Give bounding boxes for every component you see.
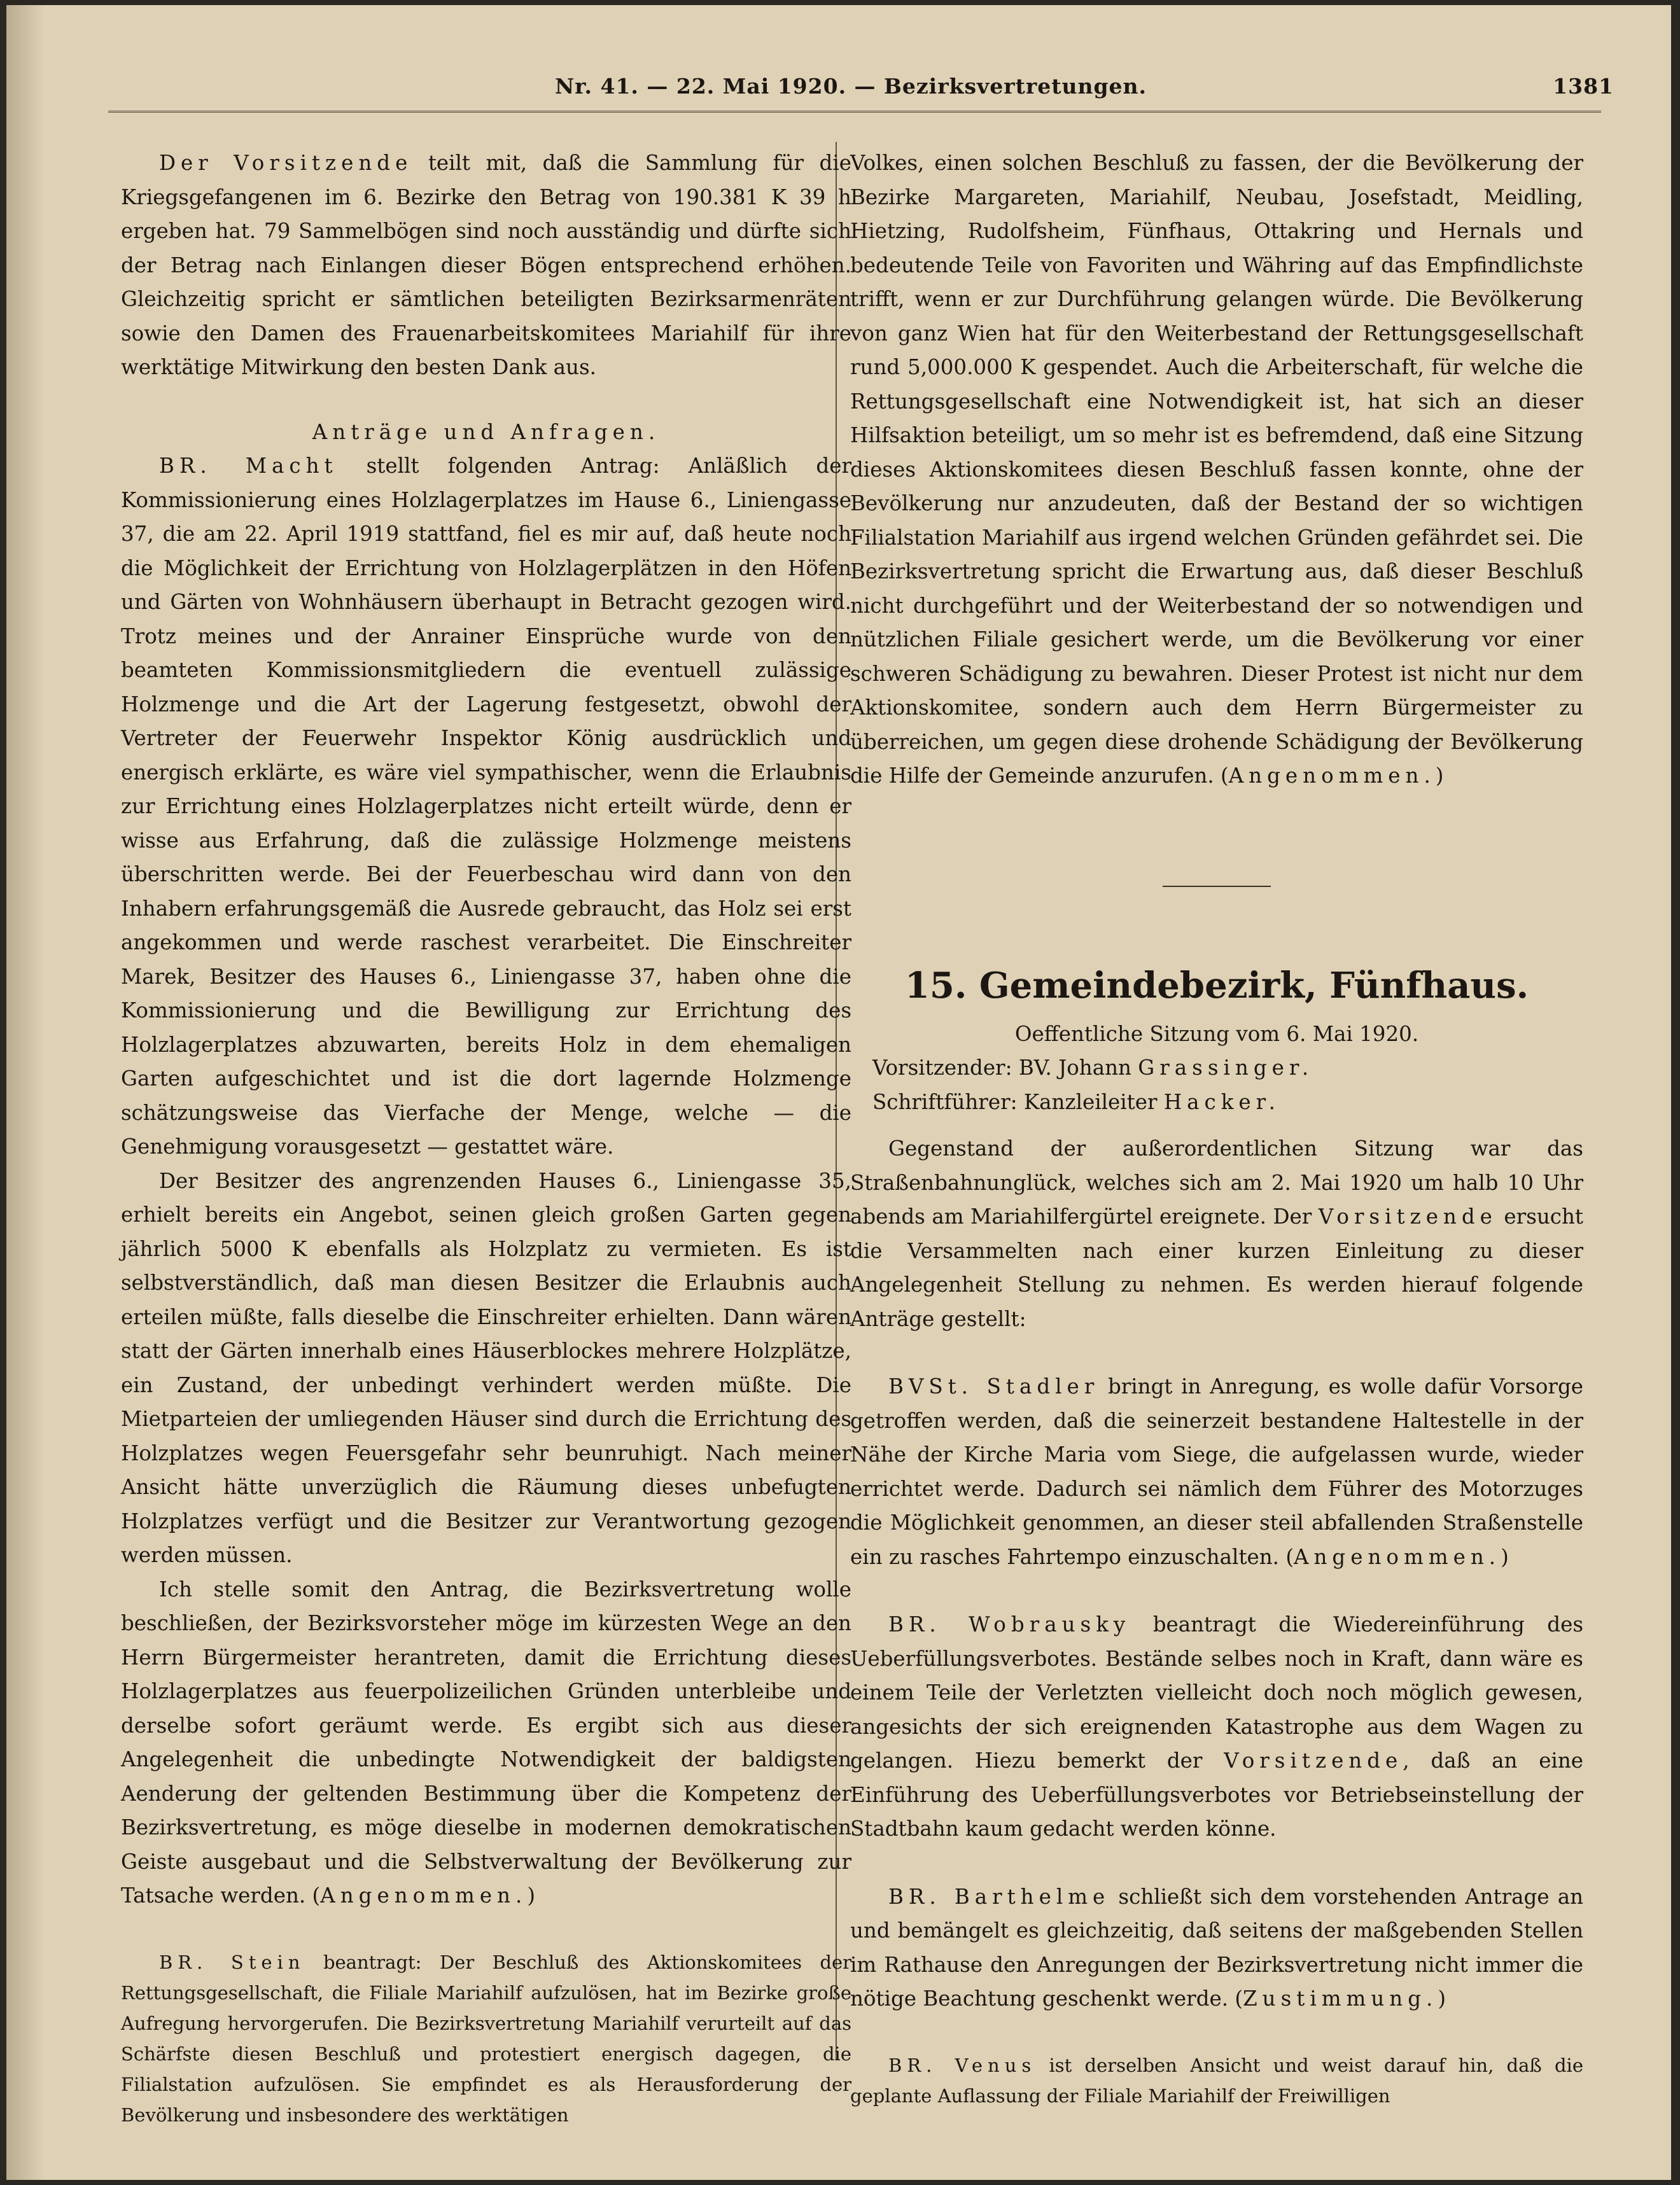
paren-close: ) [1435,764,1444,788]
paren-close: ) [1501,1544,1509,1569]
paragraph-stein-motion [121,1947,851,2130]
secretary-label: Schriftführer: Kanzleileiter [872,1089,1164,1114]
page-number: 1381 [1553,74,1614,99]
paragraph-barthelme [850,1880,1583,2016]
paragraph-text: Ich stelle somit den Antrag, die Bezirksvertretung wolle beschließen, der Bezirksvorsteher möge im kürzesten Wege an den Herrn Bürgermeister herantreten, damit die Errichtung dieses Holzlagerplatzes aus feuerpolizeilichen Gründen unterbleibe und derselbe sofort geräumt werde. Es ergibt sich aus dieser Angelegenheit die unbedingte Notwendigkeit der baldigsten Aenderung der geltenden Bestimmung über die Kompetenz der Bezirksvertretung, es möge dieselbe in modernen demokratischen Geiste ausgebaut und die Selbstverwaltung der Bevölkerung zur Tatsache werden. ( [121,1577,851,1908]
running-header [115,74,1614,112]
paragraph-text: schließt sich dem vorstehenden Antrage an und bemängelt es gleichzeitig, daß seitens der maßgebenden Stellen im Rathause den Anregungen der Bezirksvertretung nicht immer die nötige Beachtung geschenkt werde. ( [850,1884,1584,2011]
speaker-name: Vorsitzende [1318,1204,1497,1229]
running-title: Nr. 41. — 22. Mai 1920. — Bezirksvertretungen. [555,74,1147,99]
paragraph-venus [850,2050,1583,2111]
paragraph-tram-accident [850,1132,1583,1336]
speaker-name: Vorsitzende [1224,1749,1403,1773]
paragraph-neighbour-house: Der Besitzer des angrenzenden Hauses 6., Liniengasse 35, erhielt bereits ein Angebot, seinen gleich großen Garten gegen jährlich 5000 K ebenfalls als Holzplatz zu vermieten. Es ist selbstverständlich, daß man diesen Besitzer die Erlaubnis auch erteilen müßte, falls dieselbe die Einschreiter erhielten. Dann wären statt der Gärten innerhalb eines Häuserblockes mehrere Holzplätze, ein Zustand, der unbedingt verhindert werden müßte. Die Mietparteien der umliegenden Häuser sind durch die Errichtung des Holzplatzes wegen Feuersgefahr sehr beunruhigt. Nach meiner Ansicht hätte unverzüglich die Räumung dieses unbefugten Holzplatzes verfügt und die Besitzer zur Verantwortung gezogen werden müssen. [121,1168,851,1567]
paragraph-text: Volkes, einen solchen Beschluß zu fassen, der die Bevölkerung der Bezirke Margareten, Mariahilf, Neubau, Josefstadt, Meidling, Hietzing, Rudolfsheim, Fünfhaus, Ottakring und Hernals und bedeutende Teile von Favoriten und Währing auf das Empfindlichste trifft, wenn er zur Durchführung gelangen würde. Die Bevölkerung von ganz Wien hat für den Weiterbestand der Rettungsgesellschaft rund 5,000.000 K gespendet. Auch die Arbeiterschaft, für welche die Rettungsgesellschaft eine Notwendigkeit ist, hat sich an dieser Hilfsaktion beteiligt, um so mehr ist es befremdend, daß eine Sitzung dieses Aktionskomitees diesen Beschluß fassen konnte, ohne der Bevölkerung nur anzudeuten, daß der Bestand der so wichtigen Filialstation Mariahilf aus irgend welchen Gründen gefährdet sei. Die Bezirksvertretung spricht die Erwartung aus, daß dieser Beschluß nicht durchgeführt und der Weiterbestand der so notwendigen und nützlichen Filiale gesichert werde, um die Bevölkerung vor einer schweren Schädigung zu bewahren. Dieser Protest ist nicht nur dem Aktionskomitee, sondern auch dem Herrn Bürgermeister zu überreichen, um gegen diese drohende Schädigung der Bevölkerung die Hilfe der Gemeinde anzurufen. ( [850,151,1583,788]
secretary-name: Hacker. [1163,1089,1280,1114]
paragraph-text: ersucht die Versammelten nach einer kurzen Einleitung zu dieser Angelegenheit Stellung zu nehmen. Es werden hierauf folgende Anträge gestellt: [850,1204,1583,1331]
speaker-name: BR. Macht [159,454,338,478]
paragraph-macht-motion [121,449,851,1164]
paragraph-text: , daß an eine Einführung des Ueberfüllungsverbotes vor Betriebseinstellung der Stadtbahn kaum gedacht werden könne. [850,1749,1583,1841]
chair-name: Grassinger. [1138,1056,1314,1080]
chair-line [850,1051,1583,1086]
verdict: Angenommen. [1294,1544,1501,1569]
session-line: Oeffentliche Sitzung vom 6. Mai 1920. [1014,1021,1419,1046]
page-binding-shadow [6,5,45,2180]
paragraph-collection-report [121,146,851,385]
paren-close: ) [527,1883,536,1908]
speaker-name: Der Vorsitzende [159,151,413,175]
verdict: Angenommen. [1228,764,1436,788]
speaker-name: BR. Venus [888,2054,1037,2076]
paragraph-motion-request [121,1573,851,1913]
verdict: Zustimmung. [1243,1986,1438,2011]
newspaper-page [6,5,1671,2180]
right-column [850,146,1583,2111]
speaker-name: BVSt. Stadler [888,1374,1100,1399]
verdict: Angenommen. [320,1883,528,1908]
section-title: 15. Gemeindebezirk, Fünfhaus. [904,964,1529,1007]
speaker-name: BR. Wobrausky [888,1612,1131,1637]
paragraph-text: ist derselben Ansicht und weist darauf hin, daß die geplante Auflassung der Filiale Mariahilf der Freiwilligen [850,2054,1583,2107]
chair-label: Vorsitzender: BV. Johann [872,1056,1138,1080]
paragraph-text: beantragt: Der Beschluß des Aktionskomitees der Rettungsgesellschaft, die Filiale Mariahilf aufzulösen, hat im Bezirke große Aufregung hervorgerufen. Die Bezirksvertretung Mariahilf verurteilt auf das Schärfste diesen Beschluß und protestiert energisch dagegen, die Filialstation aufzulösen. Sie empfindet es als Herausforderung der Bevölkerung und insbesondere des werktätigen [121,1951,852,2126]
paren-close: ) [1438,1986,1446,2011]
left-column [121,146,851,2130]
paragraph-stein-continued [850,146,1583,793]
paragraph-text: teilt mit, daß die Sammlung für die Kriegsgefangenen im 6. Bezirke den Betrag von 190.381 K 39 h ergeben hat. 79 Sammelbögen sind noch ausständig und dürfte sich der Betrag nach Einlangen dieser Bögen entsprechend erhöhen. Gleichzeitig spricht er sämtlichen beteiligten Bezirksarmenräten sowie den Damen des Frauenarbeitskomitees Mariahilf für ihre werktätige Mitwirkung den besten Dank aus. [121,151,851,379]
paragraph-text: beantragt die Wiedereinführung des Ueberfüllungsverbotes. Bestände selbes noch in Kraft, dann wäre es einem Teile der Verletzten vielleicht doch noch möglich gewesen, angesichts der sich ereignenden Katastrophe aus dem Wagen zu gelangen. Hiezu bemerkt der [850,1612,1583,1773]
header-rule [108,111,1601,113]
section-separator [1163,886,1271,887]
paragraph-wobrausky [850,1608,1583,1846]
paragraph-stadler [850,1370,1583,1574]
secretary-line [850,1086,1583,1120]
speaker-name: BR. Barthelme [888,1884,1110,1909]
paragraph-text: stellt folgenden Antrag: Anläßlich der Kommissionierung eines Holzlagerplatzes im Hause 6., Liniengasse 37, die am 22. April 1919 stattfand, fiel es mir auf, daß heute noch die Möglichkeit der Errichtung von Holzlagerplätzen in den Höfen und Gärten von Wohnhäusern überhaupt in Betracht gezogen wird. Trotz meines und der Anrainer Einsprüche wurde von den beamteten Kommissionsmitgliedern die eventuell zulässige Holzmenge und die Art der Lagerung festgesetzt, obwohl der Vertreter der Feuerwehr Inspektor König ausdrücklich und energisch erklärte, es wäre viel sympathischer, wenn die Erlaubnis zur Errichtung eines Holzlagerplatzes nicht erteilt würde, denn er wisse aus Erfahrung, daß die zulässige Holzmenge meistens überschritten werde. Bei der Feuerbeschau wird dann von den Inhabern erfahrungsgemäß die Ausrede gebraucht, das Holz sei erst angekommen und werde raschest verarbeitet. Die Einschreiter Marek, Besitzer des Hauses 6., Liniengasse 37, haben ohne die Kommissionierung und die Bewilligung zur Errichtung des Holzlagerplatzes abzuwarten, bereits Holz in dem ehemaligen Garten aufgeschichtet und ist die dort lagernde Holzmenge schätzungsweise das Vierfache der Menge, welche — die Genehmigung vorausgesetzt — gestattet wäre. [121,454,851,1159]
speaker-name: BR. Stein [159,1951,305,1973]
paragraph-text: Gegenstand der außerordentlichen Sitzung war das Straßenbahnunglück, welches sich am 2. Mai 1920 um halb 10 Uhr abends am Mariahilfergürtel ereignete. Der [850,1136,1583,1229]
subheading-antraege: Anträge und Anfragen. [312,419,661,444]
paragraph-text: bringt in Anregung, es wolle dafür Vorsorge getroffen werden, daß die seinerzeit bestandene Haltestelle in der Nähe der Kirche Maria vom Siege, die aufgelassen wurde, wieder errichtet werde. Dadurch sei nämlich dem Führer des Motorzuges die Möglichkeit genommen, an dieser steil abfallenden Straßenstelle ein zu rasches Fahrtempo einzuschalten. ( [850,1374,1583,1569]
